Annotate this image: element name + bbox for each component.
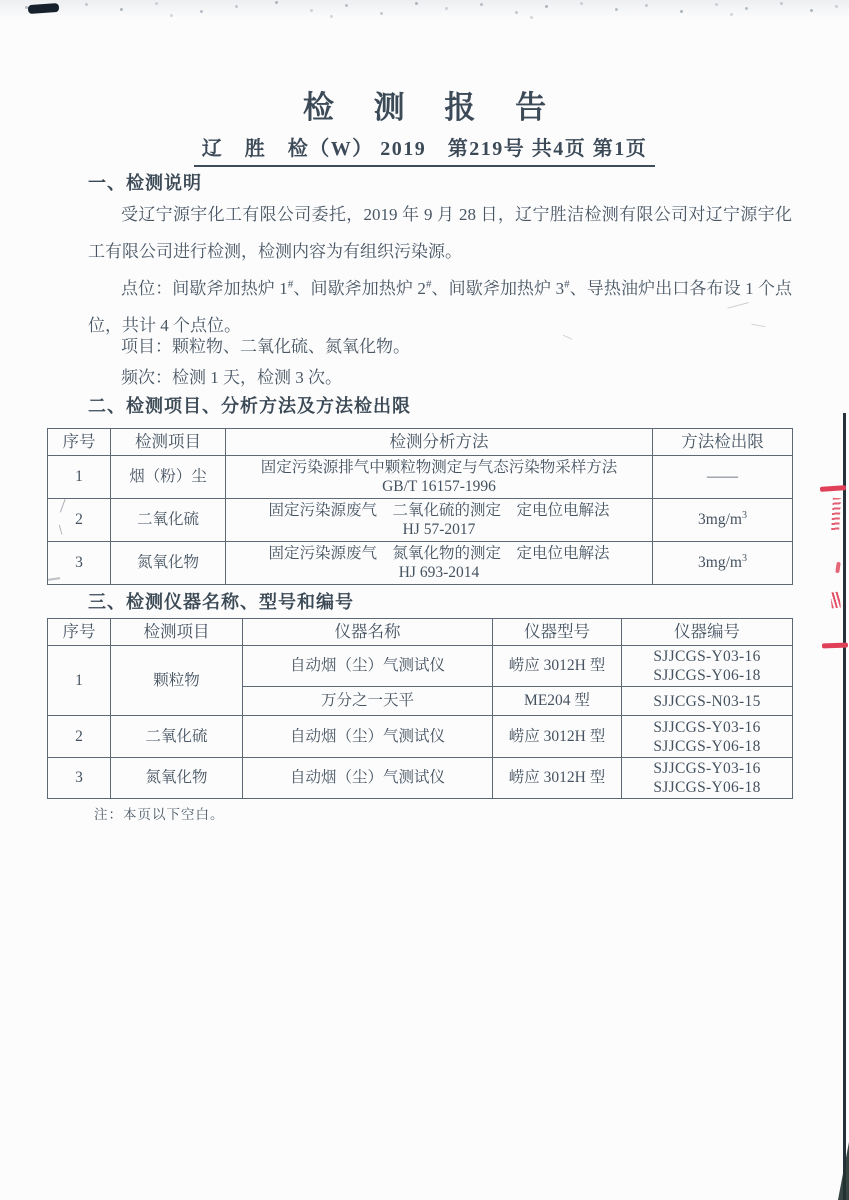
methods-table-row [48,456,793,499]
paragraph-frequency: 频次：检测 1 天，检测 3 次。 [121,368,342,387]
section-3-heading: 三、检测仪器名称、型号和编号 [88,592,354,612]
cell-no: 1 [48,646,111,716]
instruments-table-header-model: 仪器型号 [493,619,622,646]
paragraph-intro: 受辽宁源宇化工有限公司委托，2019 年 9 月 28 日，辽宁胜洁检测有限公司对辽宁源宇化工有限公司进行检测，检测内容为有组织污染源。 [88,205,792,261]
cell-instrument-serials: SJJCGS-Y03-16 SJJCGS-Y06-18 [622,758,793,799]
cell-instrument-model: ME204 型 [493,687,622,716]
methods-table-row [48,499,793,542]
cell-limit: —— [653,456,793,499]
cell-instrument-name: 自动烟（尘）气测试仪 [243,646,493,687]
cell-instrument-name: 万分之一天平 [243,687,493,716]
cell-no: 2 [48,716,111,758]
instruments-table-header-item: 检测项目 [111,619,243,646]
cell-item: 烟（粉）尘 [111,456,226,499]
cell-limit: $3mg/m^3$ [653,499,793,542]
paragraph-items: 项目：颗粒物、二氧化硫、氮氧化物。 [121,337,410,356]
cell-limit: $3mg/m^3$ [653,542,793,585]
cell-instrument-name: 自动烟（尘）气测试仪 [243,716,493,758]
methods-table-header-item: 检测项目 [111,429,226,456]
instruments-table-row [48,646,793,687]
cell-method: 固定污染源废气 二氧化硫的测定 定电位电解法 HJ 57-2017 [226,499,653,542]
report-title: 检 测 报 告 [302,90,563,125]
report-number: 辽 胜 检（W） 2019 第219号 共4页 第1页 [194,132,656,167]
cell-item: 氮氧化物 [111,542,226,585]
cell-instrument-model: 崂应 3012H 型 [493,646,622,687]
section-2-heading: 二、检测项目、分析方法及方法检出限 [88,396,411,416]
superscript-hash: # [425,278,432,291]
cell-instrument-model: 崂应 3012H 型 [493,716,622,758]
red-pen-mark-4 [830,592,841,609]
red-pen-mark-5 [822,643,848,649]
red-pen-mark-2 [831,498,841,532]
cell-instrument-serials: SJJCGS-N03-15 [622,687,793,716]
instruments-table-header-no: 序号 [48,619,111,646]
scan-noise-band [0,0,849,22]
cell-instrument-serials: SJJCGS-Y03-16 SJJCGS-Y06-18 [622,716,793,758]
cell-item: 二氧化硫 [111,499,226,542]
instruments-table-row [48,716,793,758]
methods-table [47,428,792,585]
cell-no: 2 [48,499,111,542]
red-pen-mark-3 [835,562,840,573]
instruments-table-header-serial: 仪器编号 [622,619,793,646]
instruments-table-header-name: 仪器名称 [243,619,493,646]
cell-item: 氮氧化物 [111,758,243,799]
report-number-row [0,132,849,167]
superscript-hash: # [564,278,570,291]
section-1-body [88,196,792,344]
methods-table-row [48,542,793,585]
note-text: 注：本页以下空白。 [94,807,225,822]
scan-edge-shadow [843,413,846,1200]
instruments-table [47,618,792,799]
cell-no: 3 [48,542,111,585]
cell-method: 固定污染源废气 氮氧化物的测定 定电位电解法 HJ 693-2014 [226,542,653,585]
paragraph-points: 点位：间歇斧加热炉 1#、间歇斧加热炉 2#、间歇斧加热炉 3#、导热油炉出口各布设 1 个点位，共计 4 个点位。 [88,278,793,335]
cell-item: 二氧化硫 [111,716,243,758]
cell-no: 3 [48,758,111,799]
superscript-hash: # [287,278,294,291]
methods-table-header-no: 序号 [48,429,111,456]
cell-instrument-serials: SJJCGS-Y03-16 SJJCGS-Y06-18 [622,646,793,687]
cell-instrument-model: 崂应 3012H 型 [493,758,622,799]
cell-instrument-name: 自动烟（尘）气测试仪 [243,758,493,799]
methods-table-header-method: 检测分析方法 [226,429,653,456]
instruments-table-row [48,758,793,799]
cell-item: 颗粒物 [111,646,243,716]
cell-method: 固定污染源排气中颗粒物测定与气态污染物采样方法 GB/T 16157-1996 [226,456,653,499]
methods-table-header-limit: 方法检出限 [653,429,793,456]
section-1-heading: 一、检测说明 [88,173,202,193]
cell-no: 1 [48,456,111,499]
